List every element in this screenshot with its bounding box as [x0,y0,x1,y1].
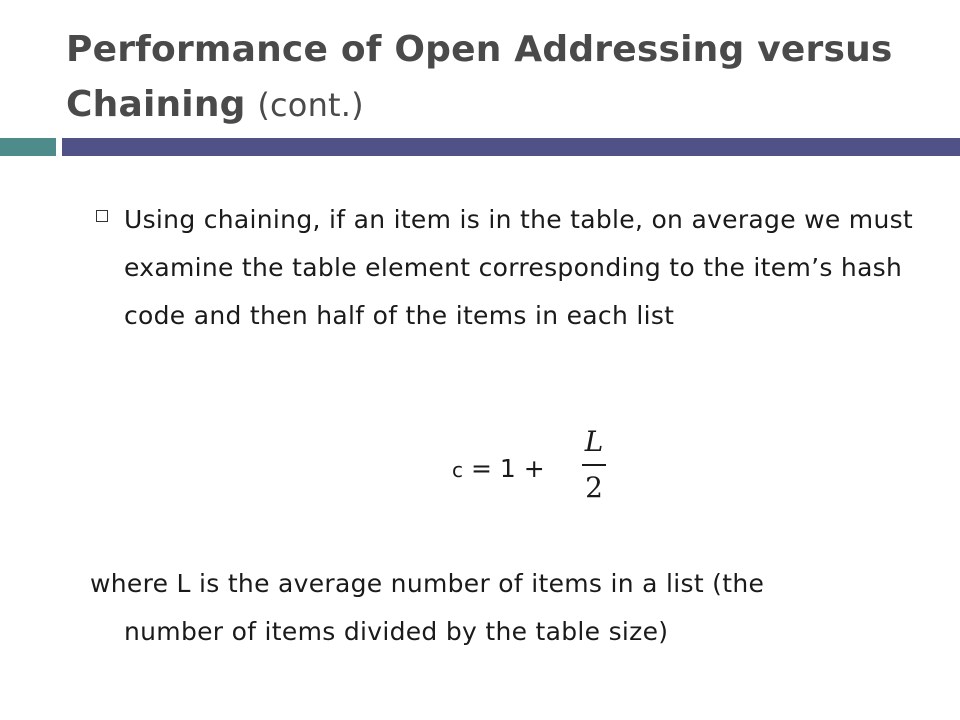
fraction-bar [582,464,606,466]
square-bullet-icon [96,210,108,222]
formula [452,424,652,514]
fraction-numerator: L [584,425,604,458]
bullet-text: Using chaining, if an item is in the table, on average we must examine the table element corresponding to the item’s hash code and then half of the items in each list [124,205,914,330]
bullet-item [96,196,926,340]
formula-equals: = 1 + [463,454,553,483]
fraction-denominator: 2 [585,470,603,504]
slide-title-main: Performance of Open Addressing versus Chaining [66,29,893,125]
title-rule-bar [62,138,960,156]
slide-title [66,22,936,133]
formula-variable: c [452,458,463,482]
title-rule-accent [0,138,56,156]
where-paragraph [90,560,920,656]
slide-title-suffix: (cont.) [257,86,364,124]
formula-fraction [582,424,606,506]
where-line-2: number of items divided by the table size) [124,617,669,646]
where-line-1: where L is the average number of items in a list (the [90,569,765,598]
formula-lhs [452,454,553,485]
